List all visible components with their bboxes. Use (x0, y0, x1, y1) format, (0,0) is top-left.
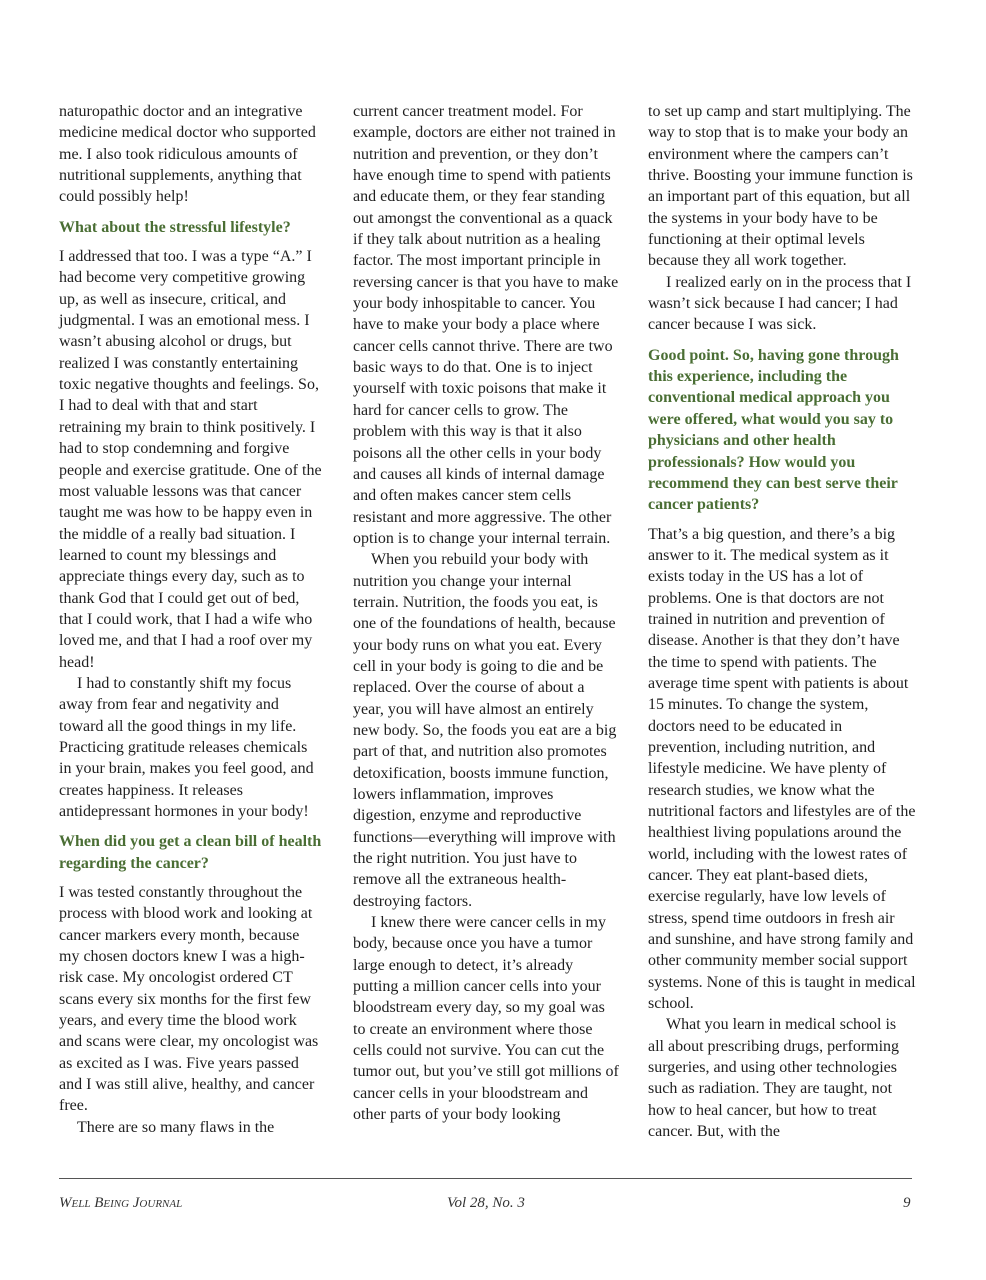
paragraph: I knew there were cancer cells in my body, because once you have a tumor large enough to detect, it’s already putting a million cancer cells into your bloodstream every day, so my goal was to create an environment where those cells could not survive. You can cut the tumor out, but you’ve still got millions of cancer cells in your bloodstream and other parts of your body looking (353, 914, 619, 1124)
paragraph: There are so many flaws in the (77, 1118, 275, 1136)
volume-number: Vol 28, No. 3 (447, 1195, 525, 1211)
column-1 (59, 101, 323, 1138)
paragraph: to set up camp and start multiplying. The way to stop that is to make your body an environment where the campers can’t thrive. Boosting your immune function is an important part of this equation, but all the systems in your body have to be functioning at their optimal levels because they all work together. (648, 103, 913, 270)
interview-question: Good point. So, having gone through this experience, including the conventional medical approach you were offered, what would you say to physicians and other health professionals? How would you recommend they can best serve their cancer patients? (648, 346, 899, 514)
paragraph: I was tested constantly throughout the process with blood work and looking at cancer markers every month, because my chosen doctors knew I was a high-risk case. My oncologist ordered CT scans every six months for the first few years, and every time the blood work and scans were clear, my oncologist was as excited as I was. Five years passed and I was still alive, healthy, and cancer free. (59, 884, 319, 1115)
paragraph: naturopathic doctor and an integrative medicine medical doctor who supported me. I also took ridiculous amounts of nutritional supplements, anything that could possibly help! (59, 103, 316, 206)
interview-question: When did you get a clean bill of health regarding the cancer? (59, 833, 322, 872)
footer-divider (59, 1178, 912, 1179)
paragraph: When you rebuild your body with nutrition you change your internal terrain. Nutrition, the foods you eat, is one of the foundations of health, because your body runs on what you eat. Every cell in your body is going to die and be replaced. Over the course of about a year, you will have almost an entirely new body. So, the foods you eat are a big part of that, and nutrition also promotes detoxification, boosts immune function, lowers inflammation, improves digestion, enzyme and reproductive functions—everything will improve with the right nutrition. You just have to remove all the extraneous health-destroying factors. (353, 551, 617, 910)
interview-question: What about the stressful lifestyle? (59, 218, 291, 236)
column-3 (648, 101, 916, 1143)
paragraph: I had to constantly shift my focus away from fear and negativity and toward all the good things in my life. Practicing gratitude releases chemicals in your brain, makes you feel good, and creates happiness. It releases antidepressant hormones in your body! (59, 674, 314, 820)
paragraph: I addressed that too. I was a type “A.” I had become very competitive growing up, as well as insecure, critical, and judgmental. I was an emotional mess. I wasn’t abusing alcohol or drugs, but realized I was constantly entertaining toxic negative thoughts and feelings. So, I had to deal with that and start retraining my brain to think positively. I had to stop condemning and forgive people and exercise gratitude. One of the most valuable lessons was that cancer taught me was how to be happy even in the middle of a really bad situation. I learned to count my blessings and appreciate things every day, such as to thank God that I could get out of bed, that I could work, that I had a wife who loved me, and that I had a roof over my head! (59, 248, 322, 671)
column-2 (353, 101, 619, 1126)
page-number: 9 (903, 1195, 911, 1211)
paragraph: That’s a big question, and there’s a big answer to it. The medical system as it exists today in the US has a lot of problems. One is that doctors are not trained in nutrition and prevention of disease. Another is that they don’t have the time to spend with patients. The average time spent with patients is about 15 minutes. To change the system, doctors need to be educated in prevention, including nutrition, and lifestyle medicine. We have plenty of research studies, we know what the nutritional factors and lifestyles are of the healthiest living populations around the world, including with the lowest rates of cancer. They eat plant-based diets, exercise regularly, have low levels of stress, spend time outdoors in fresh air and sunshine, and have strong family and other community member social support systems. None of this is taught in medical school. (648, 525, 916, 1013)
journal-name: Well Being Journal (59, 1195, 183, 1211)
paragraph: I realized early on in the process that I wasn’t sick because I had cancer; I had cancer because I was sick. (648, 273, 912, 334)
paragraph: current cancer treatment model. For example, doctors are either not trained in nutrition and prevention, or they don’t have enough time to spend with patients and educate them, or they fear standing out amongst the conventional as a quack if they talk about nutrition as a healing factor. The most important principle in reversing cancer is that you have to make your body inhospitable to cancer. You have to make your body a place where cancer cells cannot thrive. There are two basic ways to do that. One is to inject yourself with toxic poisons that make it hard for cancer cells to grow. The problem with this way is that it also poisons all the other cells in your body and causes all kinds of internal damage and often makes cancer stem cells resistant and more aggressive. The other option is to change your internal terrain. (353, 103, 619, 547)
paragraph: What you learn in medical school is all about prescribing drugs, performing surgeries, and using other technologies such as radiation. They are taught, not how to heal cancer, but how to treat cancer. But, with the (648, 1016, 900, 1141)
